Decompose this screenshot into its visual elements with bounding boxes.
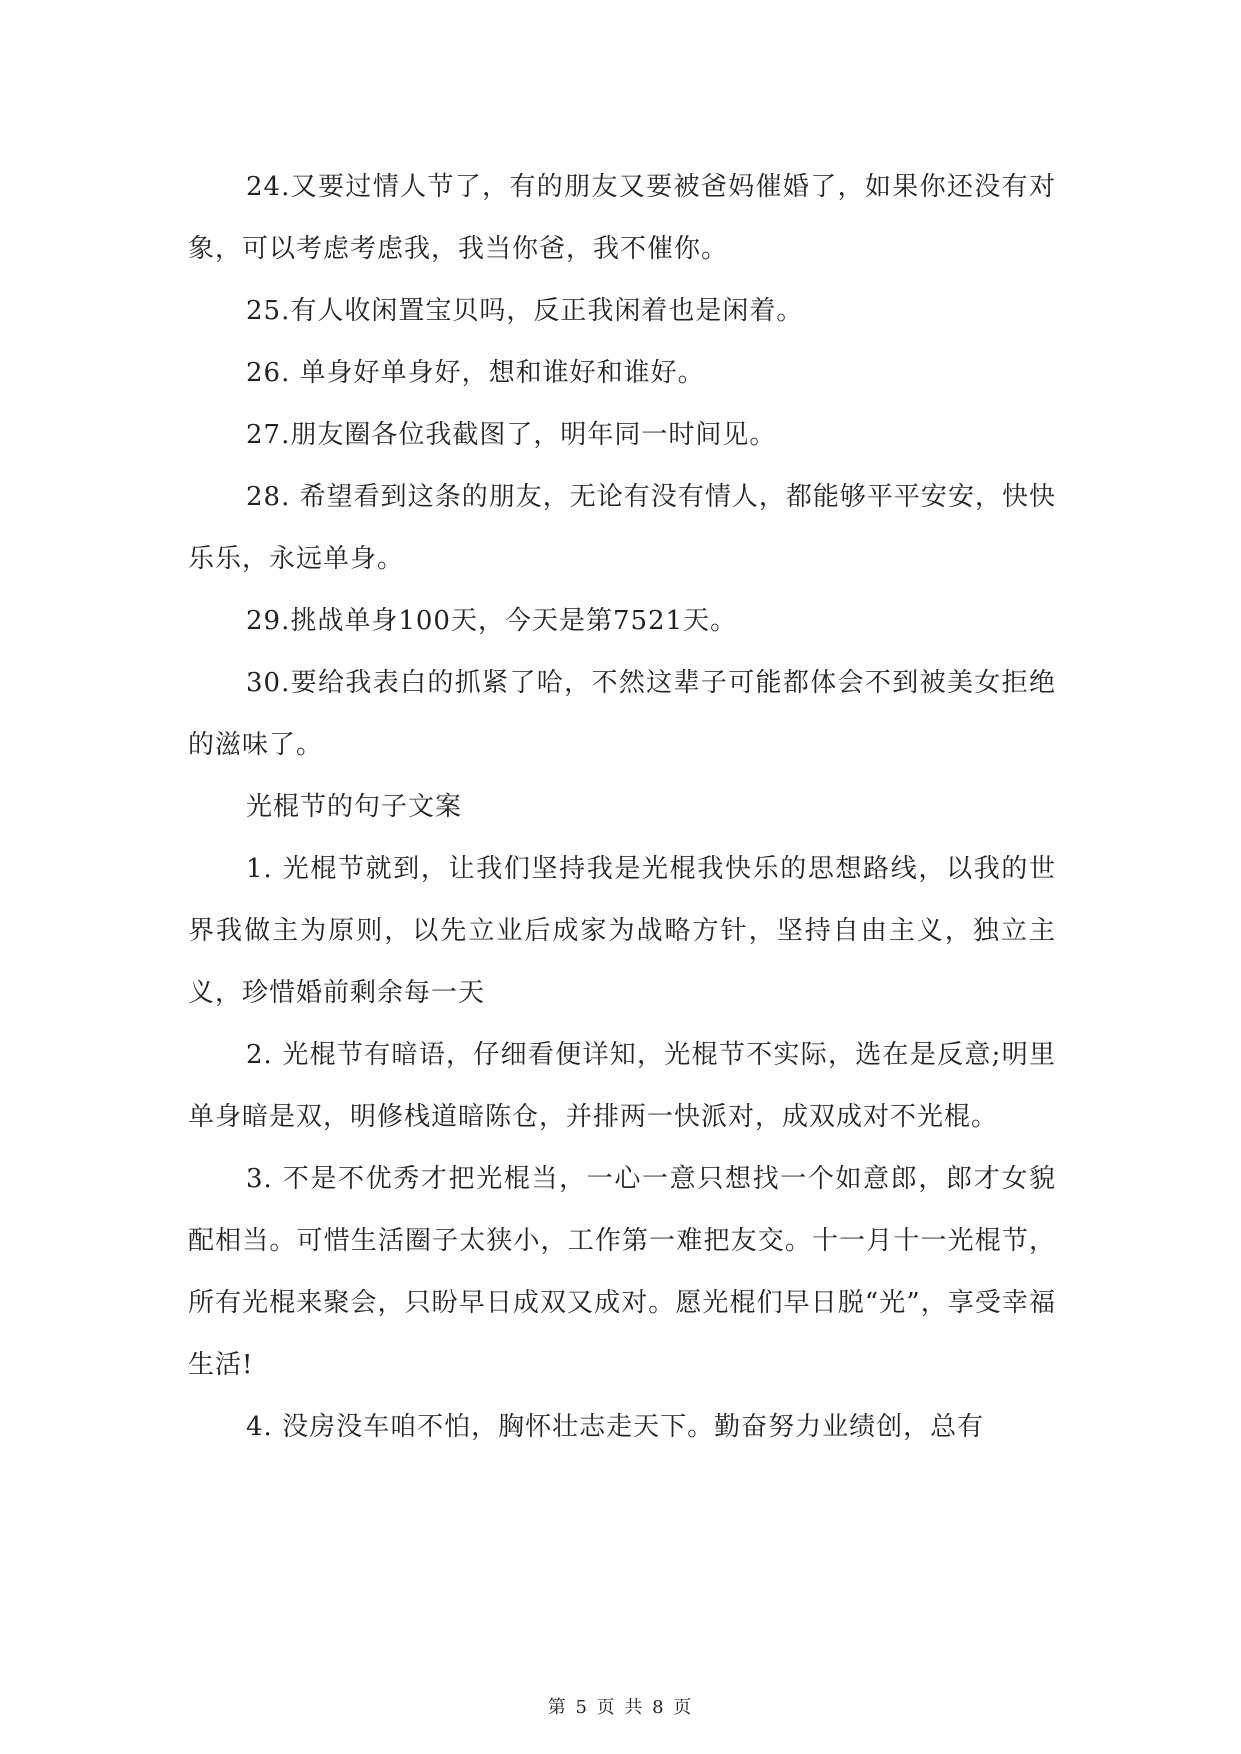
paragraph-26: 26. 单身好单身好，想和谁好和谁好。 [246,358,705,388]
section-paragraph-2: 2. 光棍节有暗语，仔细看便详知，光棍节不实际，选在是反意;明里单身暗是双，明修栈道暗陈仓，并排两一快派对，成双成对不光棍。 [188,1040,1056,1132]
section-paragraph-4: 4. 没房没车咱不怕，胸怀壮志走天下。勤奋努力业绩创，总有 [246,1412,985,1442]
paragraph-29: 29.挑战单身100天，今天是第7521天。 [246,606,738,636]
paragraph-24: 24.又要过情人节了，有的朋友又要被爸妈催婚了，如果你还没有对象，可以考虑考虑我，我当你爸，我不催你。 [188,172,1056,264]
section-title: 光棍节的句子文案 [246,792,463,822]
paragraph-25: 25.有人收闲置宝贝吗，反正我闲着也是闲着。 [246,296,804,326]
paragraph-27: 27.朋友圈各位我截图了，明年同一时间见。 [246,420,777,450]
paragraph-28: 28. 希望看到这条的朋友，无论有没有情人，都能够平平安安，快快乐乐，永远单身。 [188,482,1056,574]
section-paragraph-3: 3. 不是不优秀才把光棍当，一心一意只想找一个如意郎，郎才女貌配相当。可惜生活圈子太狭小，工作第一难把友交。十一月十一光棍节，所有光棍来聚会，只盼早日成双又成对。愿光棍们早日脱“光”，享受幸福生活! [188,1164,1056,1380]
document-body [188,156,1056,1458]
page-number-footer: 第 5 页 共 8 页 [547,1697,694,1718]
section-paragraph-1: 1. 光棍节就到，让我们坚持我是光棍我快乐的思想路线，以我的世界我做主为原则，以先立业后成家为战略方针，坚持自由主义，独立主义，珍惜婚前剩余每一天 [188,854,1056,1008]
paragraph-30: 30.要给我表白的抓紧了哈，不然这辈子可能都体会不到被美女拒绝的滋味了。 [188,668,1056,760]
